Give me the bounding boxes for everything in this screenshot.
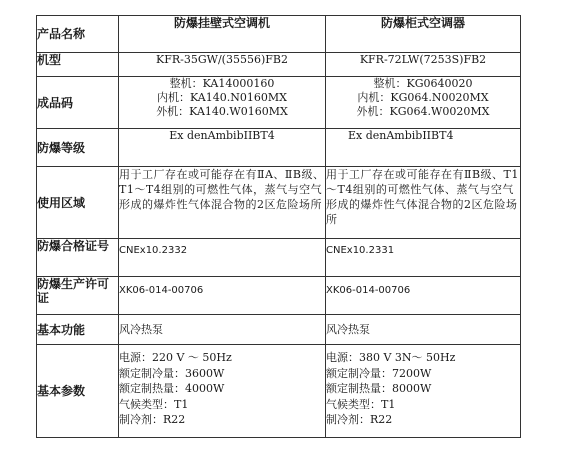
param-climate-cabinet: 气候类型：T1 <box>326 397 396 411</box>
usage-area-cabinet: 用于工厂存在或可能存在有ⅡB级、T1～T4组别的可燃性气体、蒸气与空气形成的爆炸性气体混合物的2区危险场所 <box>326 167 521 239</box>
param-cooling-cabinet: 额定制冷量：7200W <box>326 366 432 380</box>
grade-cabinet: Ex denAmbibIIBT4 <box>326 129 521 167</box>
parameters-wall <box>119 345 326 438</box>
function-cabinet: 风冷热泵 <box>326 315 521 345</box>
spec-table <box>36 15 521 438</box>
row-label-function: 基本功能 <box>37 315 119 345</box>
row-label-model: 机型 <box>37 53 119 77</box>
param-refrigerant-cabinet: 制冷剂：R22 <box>326 413 393 426</box>
usage-area-wall: 用于工厂存在或可能存在有ⅡA、ⅡB级、T1～T4组别的可燃性气体，蒸气与空气形成的爆炸性气体混合物的2区危险场所 <box>119 167 326 239</box>
row-label-certificate: 防爆合格证号 <box>37 239 119 277</box>
table-row-model <box>37 53 521 77</box>
certificate-cabinet: CNEx10.2331 <box>326 239 521 277</box>
table-row-parameters <box>37 345 521 438</box>
row-label-product-name: 产品名称 <box>37 16 119 53</box>
table-row-certificate <box>37 239 521 277</box>
param-heating-cabinet: 额定制热量：8000W <box>326 382 432 395</box>
row-label-license: 防爆生产许可证 <box>37 277 119 315</box>
table-row-usage-area <box>37 167 521 239</box>
grade-wall: Ex denAmbibIIBT4 <box>119 129 326 167</box>
model-cabinet: KFR-72LW(7253S)FB2 <box>326 53 521 77</box>
param-power-cabinet: 电源：380 V 3N～ 50Hz <box>326 351 456 364</box>
row-label-explosion-grade: 防爆等级 <box>37 129 119 167</box>
table-row-license <box>37 277 521 315</box>
code-whole-wall: 整机：KA14000160 <box>169 77 275 90</box>
table-row-explosion-grade <box>37 129 521 167</box>
param-heating-wall: 额定制热量：4000W <box>119 382 225 395</box>
row-label-parameters: 基本参数 <box>37 345 119 438</box>
table-row-function <box>37 315 521 345</box>
table-row-header <box>37 16 521 53</box>
code-whole-cabinet: 整机：KG0640020 <box>373 77 473 90</box>
code-outdoor-wall: 外机：KA140.W0160MX <box>156 105 288 118</box>
code-indoor-cabinet: 内机：KG064.N0020MX <box>357 91 489 104</box>
function-wall: 风冷热泵 <box>119 315 326 345</box>
table-row-product-code <box>37 77 521 129</box>
param-climate-wall: 气候类型：T1 <box>119 397 189 411</box>
param-refrigerant-wall: 制冷剂：R22 <box>119 413 186 426</box>
col-header-cabinet-ac: 防爆柜式空调器 <box>326 16 521 53</box>
param-cooling-wall: 额定制冷量：3600W <box>119 366 225 380</box>
row-label-product-code: 成品码 <box>37 77 119 129</box>
row-label-usage-area: 使用区域 <box>37 167 119 239</box>
col-header-wall-ac: 防爆挂壁式空调机 <box>119 16 326 53</box>
parameters-cabinet <box>326 345 521 438</box>
license-cabinet: XK06-014-00706 <box>326 277 521 315</box>
product-code-wall <box>119 77 326 129</box>
param-power-wall: 电源：220 V ～ 50Hz <box>119 351 232 364</box>
code-indoor-wall: 内机：KA140.N0160MX <box>157 91 287 104</box>
license-wall: XK06-014-00706 <box>119 277 326 315</box>
model-wall: KFR-35GW/(35556)FB2 <box>119 53 326 77</box>
certificate-wall: CNEx10.2332 <box>119 239 326 277</box>
code-outdoor-cabinet: 外机：KG064.W0020MX <box>356 105 490 118</box>
product-code-cabinet <box>326 77 521 129</box>
